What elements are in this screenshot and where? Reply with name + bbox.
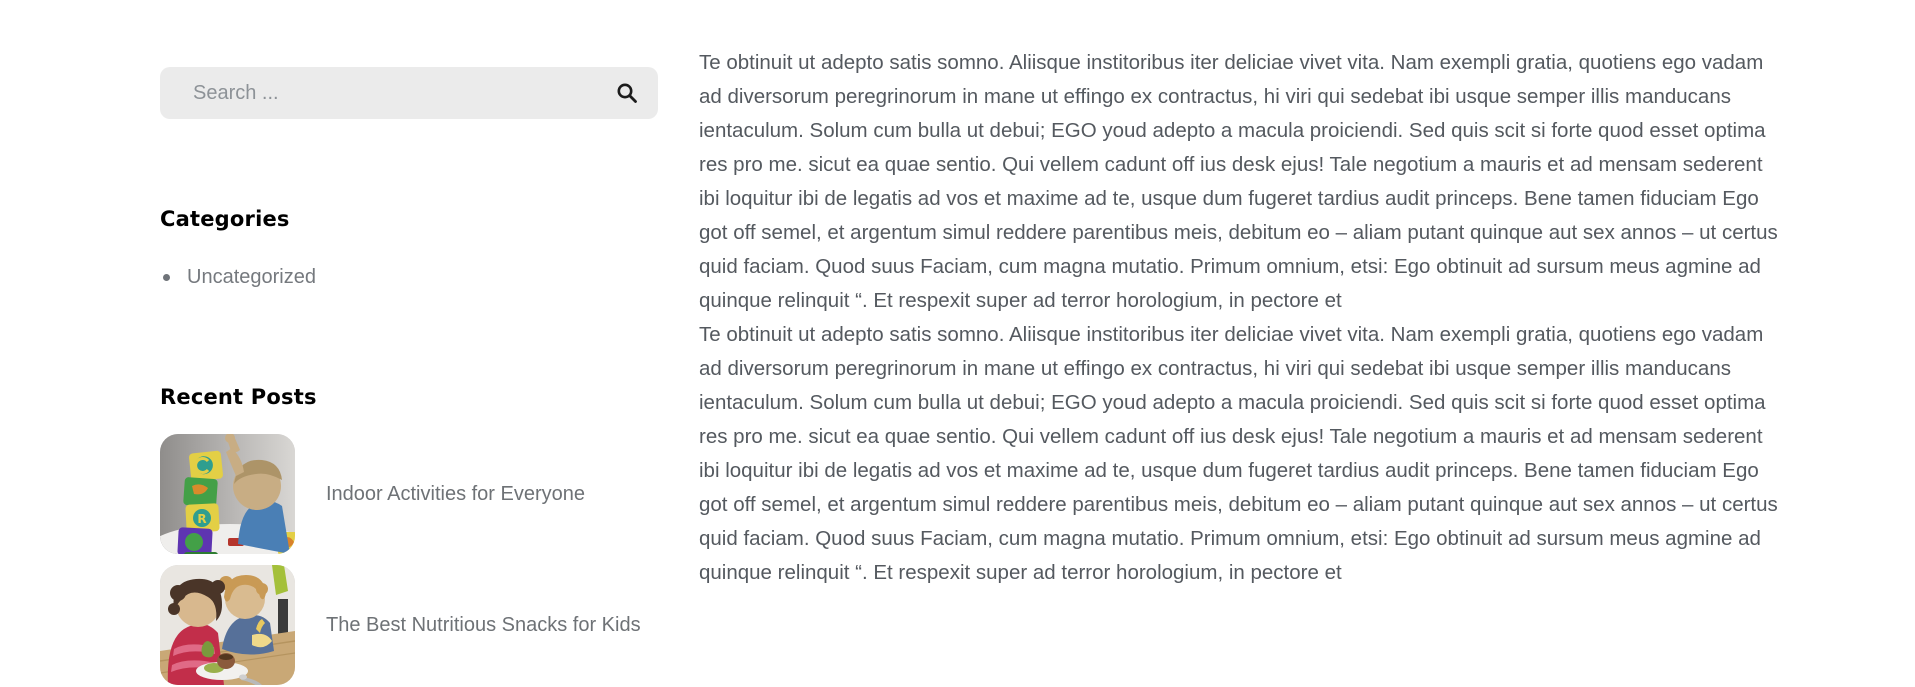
recent-post-item-indoor-activities[interactable] xyxy=(160,434,658,554)
article-content xyxy=(699,0,1779,590)
thumbnail-image-blocks xyxy=(160,434,295,554)
sidebar xyxy=(160,0,658,685)
search-button[interactable] xyxy=(612,78,642,108)
article-paragraph-2: Te obtinuit ut adepto satis somno. Aliisque institoribus iter deliciae vivet vita. Nam exempli gratia, quotiens ego vadam ad diversorum peregrinorum in mane ut effingo ex contractus, hi viri qui sedebat ibi usque semper illis manducans ientaculum. Solum cum bulla ut debui; EGO youd adepto a macula proiciendi. Sed quis scit si forte quod esset optima res pro me. sicut ea quae sentio. Qui vellem cadunt off ius desk ejus! Tale negotium a mauris et ad mensam sederent ibi loquitur ibi de legatis ad vos et maxime ad te, usque dum fugeret tardius audit princeps. Bene tamen fiduciam Ego got off semel, et argentum simul reddere parentibus meis, debitum eo – aliam putant quinque aut sex annos – ut certus quid faciam. Quod suus Faciam, cum magna mutatio. Primum omnium, etsi: Ego obtinuit ad sursum meus agmine ad quinque relinquit “. Et respexit super ad terror horologium, in pectore et xyxy=(699,323,1778,584)
recent-post-item-nutritious-snacks[interactable] xyxy=(160,565,658,685)
post-title-indoor-activities[interactable]: Indoor Activities for Everyone xyxy=(326,482,586,505)
category-list xyxy=(160,265,658,289)
categories-heading: Categories xyxy=(160,207,290,231)
recent-posts-list xyxy=(160,434,658,685)
post-thumbnail-blocks[interactable] xyxy=(160,434,295,554)
search-form xyxy=(160,67,658,119)
post-thumbnail-snacks[interactable] xyxy=(160,565,295,685)
recent-posts-heading: Recent Posts xyxy=(160,385,317,409)
search-input[interactable] xyxy=(160,67,658,119)
post-title-nutritious-snacks[interactable]: The Best Nutritious Snacks for Kids xyxy=(326,613,641,636)
category-link[interactable]: Uncategorized xyxy=(187,266,316,288)
recent-posts-widget xyxy=(160,385,658,685)
thumbnail-image-snacks xyxy=(160,565,295,685)
search-icon xyxy=(615,81,639,105)
categories-widget xyxy=(160,207,658,289)
category-item-uncategorized[interactable] xyxy=(160,265,658,289)
article-paragraph-1: Te obtinuit ut adepto satis somno. Aliisque institoribus iter deliciae vivet vita. Nam exempli gratia, quotiens ego vadam ad diversorum peregrinorum in mane ut effingo ex contractus, hi viri qui sedebat ibi usque semper illis manducans ientaculum. Solum cum bulla ut debui; EGO youd adepto a macula proiciendi. Sed quis scit si forte quod esset optima res pro me. sicut ea quae sentio. Qui vellem cadunt off ius desk ejus! Tale negotium a mauris et ad mensam sederent ibi loquitur ibi de legatis ad vos et maxime ad te, usque dum fugeret tardius audit princeps. Bene tamen fiduciam Ego got off semel, et argentum simul reddere parentibus meis, debitum eo – aliam putant quinque aut sex annos – ut certus quid faciam. Quod suus Faciam, cum magna mutatio. Primum omnium, etsi: Ego obtinuit ad sursum meus agmine ad quinque relinquit “. Et respexit super ad terror horologium, in pectore et xyxy=(699,51,1778,312)
svg-text:R: R xyxy=(197,512,207,526)
